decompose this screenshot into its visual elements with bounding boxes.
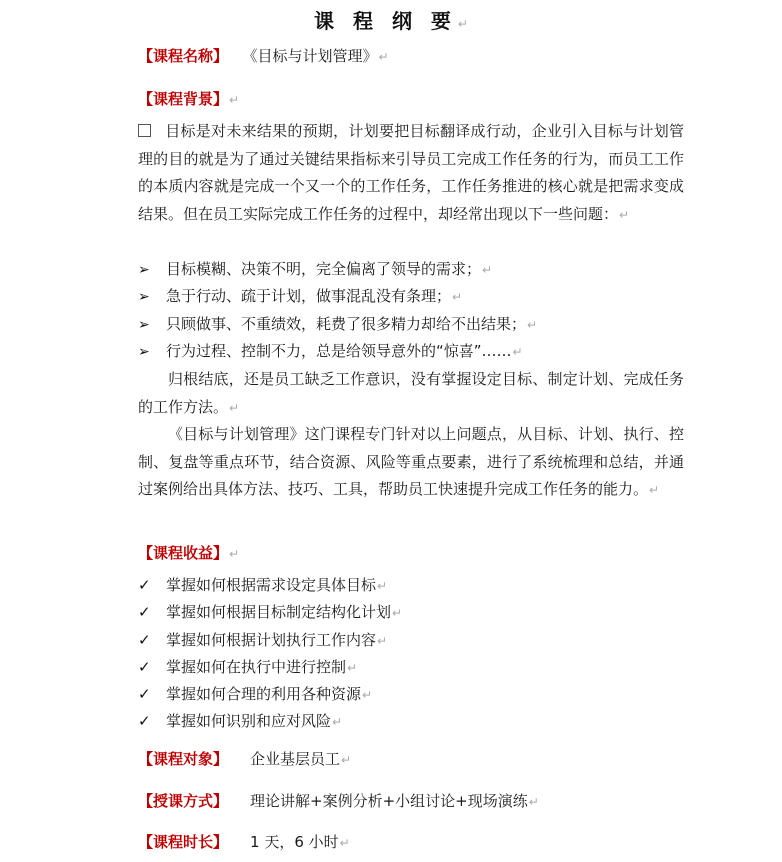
paragraph-mark: ↵: [339, 836, 350, 850]
benefits-label: 【课程收益】: [138, 544, 229, 562]
paragraph-mark: ↵: [377, 633, 388, 648]
paragraph-mark: ↵: [229, 400, 240, 415]
duration-row: [138, 831, 350, 852]
paragraph-mark: ↵: [527, 317, 538, 332]
paragraph-mark: ↵: [392, 606, 403, 621]
paragraph-mark: ↵: [619, 207, 630, 222]
paragraph-mark: ↵: [378, 50, 389, 64]
conclusion-text: 归根结底，还是员工缺乏工作意识，没有掌握设定目标、制定计划、完成任务的工作方法。: [138, 370, 684, 416]
check-icon: ✓: [138, 630, 151, 649]
audience-label: 【课程对象】: [138, 750, 229, 768]
arrow-bullet-icon: ➢: [138, 289, 150, 306]
background-label: 【课程背景】: [138, 90, 229, 108]
list-item: [138, 283, 684, 310]
list-item: [138, 708, 684, 735]
paragraph-mark: ↵: [482, 263, 493, 277]
problem-text: 目标模糊、决策不明，完全偏离了领导的需求；: [166, 260, 482, 278]
paragraph-mark: ↵: [649, 483, 660, 497]
duration-value: 1 天，6 小时: [250, 833, 339, 851]
arrow-bullet-icon: ➢: [138, 316, 150, 333]
background-conclusion: [138, 366, 684, 422]
paragraph-mark: ↵: [457, 17, 468, 31]
course-name-row: [138, 45, 389, 66]
duration-label: 【课程时长】: [138, 833, 229, 851]
background-intro-text: 目标是对未来结果的预期，计划要把目标翻译成行动，企业引入目标与计划管理的目的就是为了通过关键结果指标来引导员工完成工作任务的行为，而员工工作的本质内容就是完成一个又一个的工作任务，工作任务推进的核心就是把需求变成结果。但在员工实际完成工作任务的过程中，却经常出现以下一些问题：: [138, 122, 684, 223]
list-item: [138, 627, 684, 654]
arrow-bullet-icon: ➢: [138, 343, 150, 360]
paragraph-mark: ↵: [229, 547, 240, 561]
audience-row: [138, 748, 351, 769]
list-item: [138, 681, 684, 708]
list-item: [138, 599, 684, 626]
check-icon: ✓: [138, 712, 151, 731]
benefit-text: 掌握如何根据计划执行工作内容: [166, 630, 377, 649]
benefit-list: [138, 572, 684, 736]
background-heading: [138, 88, 239, 109]
problem-list: [138, 256, 684, 365]
method-value: 理论讲解+案例分析+小组讨论+现场演练: [250, 792, 528, 810]
check-icon: ✓: [138, 685, 151, 704]
benefit-text: 掌握如何识别和应对风险: [166, 712, 332, 731]
background-intro: [138, 118, 684, 229]
benefit-text: 掌握如何根据需求设定具体目标: [166, 576, 377, 594]
check-icon: ✓: [138, 603, 151, 622]
benefit-text: 掌握如何在执行中进行控制: [166, 657, 347, 676]
paragraph-mark: ↵: [377, 579, 388, 593]
problem-text: 只顾做事、不重绩效，耗费了很多精力却给不出结果；: [166, 314, 527, 333]
audience-value: 企业基层员工: [250, 750, 341, 768]
paragraph-mark: ↵: [347, 660, 358, 675]
page-title: [0, 5, 782, 34]
summary-text: 《目标与计划管理》这门课程专门针对以上问题点，从目标、计划、执行、控制、复盘等重点环节，结合资源、风险等重点要素，进行了系统梳理和总结，并通过案例给出具体方法、技巧、工具，帮助员工快速提升完成工作任务的能力。: [138, 425, 684, 498]
paragraph-mark: ↵: [332, 715, 343, 730]
paragraph-mark: ↵: [362, 688, 373, 703]
title-text: 课 程 纲 要: [314, 9, 457, 33]
course-name-value: 《目标与计划管理》: [250, 47, 378, 65]
check-icon: ✓: [138, 657, 151, 676]
paragraph-mark: ↵: [512, 344, 523, 359]
course-name-label: 【课程名称】: [138, 47, 229, 65]
list-item: [138, 338, 684, 365]
method-row: [138, 790, 539, 811]
paragraph-mark: ↵: [341, 753, 352, 767]
method-label: 【授课方式】: [138, 792, 229, 810]
square-bullet-icon: [138, 124, 151, 137]
benefit-text: 掌握如何合理的利用各种资源: [166, 685, 362, 704]
paragraph-mark: ↵: [229, 93, 240, 107]
background-summary: [138, 421, 684, 505]
benefit-text: 掌握如何根据目标制定结构化计划: [166, 603, 392, 622]
benefits-heading: [138, 542, 239, 563]
paragraph-mark: ↵: [452, 290, 463, 305]
problem-text: 行为过程、控制不力，总是给领导意外的“惊喜”……: [166, 341, 512, 360]
list-item: [138, 654, 684, 681]
arrow-bullet-icon: ➢: [138, 262, 150, 278]
paragraph-mark: ↵: [528, 795, 539, 809]
problem-text: 急于行动、疏于计划，做事混乱没有条理；: [166, 287, 452, 306]
list-item: [138, 572, 684, 599]
check-icon: ✓: [138, 576, 151, 594]
list-item: [138, 311, 684, 338]
list-item: [138, 256, 684, 283]
